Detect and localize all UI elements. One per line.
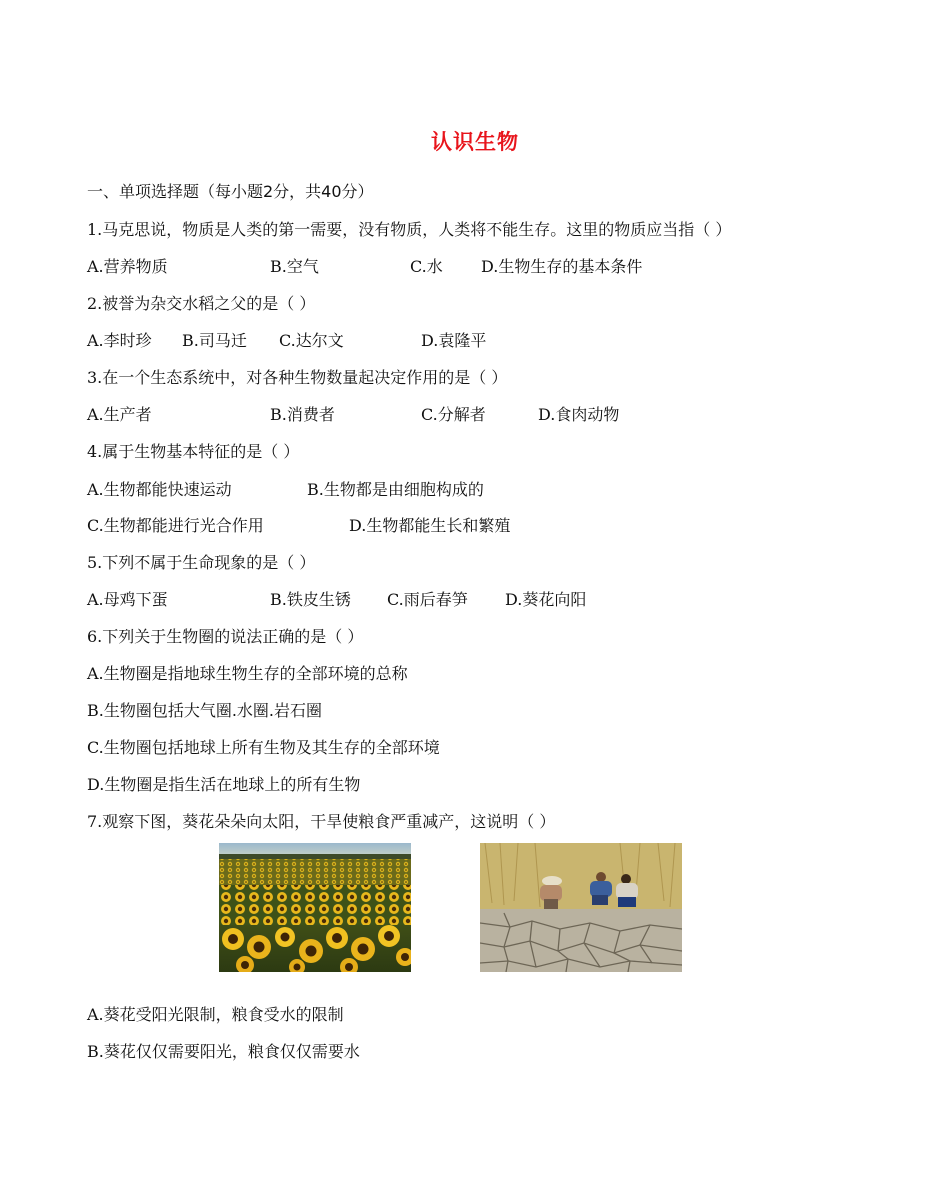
section-heading: 一、单项选择题（每小题2分，共40分） [87, 182, 374, 201]
q4-option-d[interactable]: D.生物都能生长和繁殖 [349, 516, 511, 535]
q1-option-d[interactable]: D.生物生存的基本条件 [481, 257, 643, 276]
q5-option-c[interactable]: C.雨后春笋 [387, 590, 468, 609]
q5-option-b[interactable]: B.铁皮生锈 [270, 590, 351, 609]
drought-field-picture [480, 843, 682, 972]
q2-option-a[interactable]: A.李时珍 [87, 331, 152, 350]
q2-option-c[interactable]: C.达尔文 [279, 331, 344, 350]
question-4-stem: 4.属于生物基本特征的是（ ） [87, 442, 300, 461]
q1-option-b[interactable]: B.空气 [270, 257, 319, 276]
q5-option-d[interactable]: D.葵花向阳 [505, 590, 587, 609]
q6-option-a[interactable]: A.生物圈是指地球生物生存的全部环境的总称 [87, 664, 408, 683]
q3-option-b[interactable]: B.消费者 [270, 405, 335, 424]
q2-option-d[interactable]: D.袁隆平 [421, 331, 487, 350]
sunflower-field-picture [219, 843, 411, 972]
q3-option-c[interactable]: C.分解者 [421, 405, 486, 424]
q3-option-a[interactable]: A.生产者 [87, 405, 152, 424]
q7-option-a[interactable]: A.葵花受阳光限制，粮食受水的限制 [87, 1005, 344, 1024]
q3-option-d[interactable]: D.食肉动物 [538, 405, 620, 424]
page-title: 认识生物 [431, 130, 519, 154]
q6-option-b[interactable]: B.生物圈包括大气圈.水圈.岩石圈 [87, 701, 323, 720]
q6-option-d[interactable]: D.生物圈是指生活在地球上的所有生物 [87, 775, 361, 794]
question-7-stem: 7.观察下图，葵花朵朵向太阳，干旱使粮食严重减产，这说明（ ） [87, 812, 556, 831]
sunflower-field-image [219, 843, 411, 972]
q5-option-a[interactable]: A.母鸡下蛋 [87, 590, 168, 609]
q1-option-a[interactable]: A.营养物质 [87, 257, 168, 276]
q4-option-c[interactable]: C.生物都能进行光合作用 [87, 516, 264, 535]
q4-option-a[interactable]: A.生物都能快速运动 [87, 480, 232, 499]
q4-option-b[interactable]: B.生物都是由细胞构成的 [307, 480, 484, 499]
q7-option-b[interactable]: B.葵花仅仅需要阳光，粮食仅仅需要水 [87, 1042, 360, 1061]
q2-option-b[interactable]: B.司马迁 [182, 331, 247, 350]
q1-option-c[interactable]: C.水 [410, 257, 443, 276]
question-2-stem: 2.被誉为杂交水稻之父的是（ ） [87, 294, 316, 313]
question-3-stem: 3.在一个生态系统中，对各种生物数量起决定作用的是（ ） [87, 368, 508, 387]
question-1-stem: 1.马克思说，物质是人类的第一需要，没有物质，人类将不能生存。这里的物质应当指（ ） [87, 220, 732, 239]
q6-option-c[interactable]: C.生物圈包括地球上所有生物及其生存的全部环境 [87, 738, 440, 757]
question-5-stem: 5.下列不属于生命现象的是（ ） [87, 553, 316, 572]
drought-field-image [480, 843, 682, 972]
question-6-stem: 6.下列关于生物圈的说法正确的是（ ） [87, 627, 364, 646]
